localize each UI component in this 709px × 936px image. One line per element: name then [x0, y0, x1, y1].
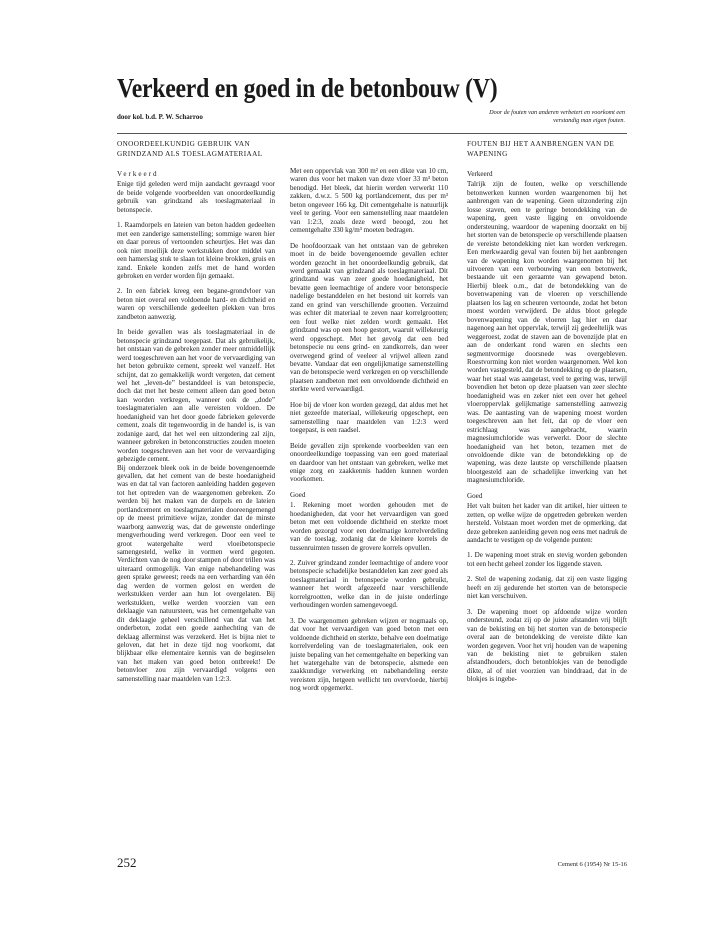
subheading-verkeerd: Verkeerd: [467, 170, 493, 178]
epigraph: Door de fouten van anderen verbetert en voorkomt een verstandig man eigen fouten.: [489, 109, 625, 124]
paragraph: In beide gevallen was als toeslagmateriaal in de betonspecie grindzand toegepast. Dat als gebruikelijk, het ontstaan van de gebreken zonder meer onmiddellijk werd toegeschreven aan het voor de vervaardiging van het beton gebruikte cement, spreekt wel vanzelf. Het schijnt, dat zo gemakkelijk wordt vergeten, dat cement wel het „leven-de” bestanddeel is van betonspecie, doch dat met het beste cement alleen dan goed beton kan worden verkregen, wanneer ook de „dode” toeslagmaterialen aan alle vereisten voldoen. De hoedanigheid van het door goede fabrieken geleverde cement, zoals dit tegenwoordig in de handel is, is van zodanige aard, dat het wel een uitzondering zal zijn, wanneer gebreken in betonconstructies zouden moeten worden toegeschreven aan het voor de vervaardiging gebezigde cement.: [117, 328, 275, 464]
paragraph: 2. In een fabriek kreeg een begane-grondvloer van beton niet overal een voldoende hard- en dichtheid en waren op verschillende gedeelten plekken van bros zandbeton aanwezig.: [117, 287, 275, 321]
paragraph: 2. Zuiver grindzand zonder leemachtige of andere voor betonspecie schadelijke bestanddelen kan zeer goed als toeslagmateriaal in betonspecie worden gebruikt, wanneer het wordt afgezeefd naar verschillende korrelgrootten, welke dan in de juiste onderlinge verhoudingen worden samengevoegd.: [290, 559, 448, 610]
column-2: [290, 167, 448, 840]
paragraph: 2. Stel de wapening zodanig, dat zij een vaste ligging heeft en zij gedurende het storten van de betonspecie niet kan verschuiven.: [467, 575, 627, 601]
paragraph: 3. De wapening moet op afdoende wijze worden ondersteund, zodat zij op de juiste afstanden vrij blijft van de bekisting en bij het storten van de betonspecie overal aan de betondekking de vereiste dikte kan worden gegeven. Voor het vrij houden van de wapening van de bekisting niet te gebruiken stalen afstandhouders, doch betonblokjes van de benodigde dikte, al of niet voorzien van binddraad, dat in de blokjes is ingebe-: [467, 607, 627, 684]
column-3: [467, 140, 627, 840]
article-title: Verkeerd en goed in de betonbouw (V): [117, 73, 498, 103]
paragraph: Bij onderzoek bleek ook in de beide bovengenoemde gevallen, dat het cement van de beste hoedanigheid was en dat tal van factoren aanleiding hadden gegeven tot het optreden van de waargenomen gebreken. Zo werden bij het maken van de dorpels en de lateien portlandcement en toeslagmaterialen dooreengemengd op de meest primitieve wijze, zonder dat de minste waarborg aanwezig was, dat de gewenste onderlinge mengverhouding werd verkregen. Door een veel te groot watergehalte werd vloeibetonspecie samengesteld, welke in vormen werd gegoten. Verdichten van de nog door stampen of door trillen was uiteraard onmogelijk. Van enige nabehandeling was geen sprake geweest; reeds na een verharding van één dag werden de vormen gelost en werden de werkstukken verder aan hun lot overgelaten. Bij werkstukken, welke werden voorzien van een deklaagje van natuursteen, was het cementgehalte van dit deklaagje geheel verschillend van dat van het onderbeton, zodat een goede aanhechting van de deklaag allerminst was verzekerd. Het is bijna niet te geloven, dat het in deze tijd nog voorkomt, dat blijkbaar elke elementaire kennis van de beginselen van het maken van goed beton ontbreekt! De betonvloer zou zijn vervaardigd volgens een samenstelling naar maatdelen van 1:2:3.: [117, 463, 275, 683]
subheading-verkeerd: Verkeerd: [117, 170, 159, 178]
author-line: door kol. b.d. P. W. Scharroo: [117, 113, 203, 121]
paragraph: Het valt buiten het kader van dit artikel, hier uitteen te zetten, op welke wijze de opgetreden gebreken werden hersteld. Volstaan moet worden met de opmerking, dat deze gebreken aanleiding geven nog eens met nadruk de aandacht te vestigen op de volgende punten:: [467, 502, 627, 545]
paragraph: Met een oppervlak van 300 m² en een dikte van 10 cm, waren dus voor het maken van deze vloer 33 m³ beton benodigd. Het bleek, dat hierin werden verwerkt 110 zakken, d.w.z. 5 500 kg portlandcement, dus per m³ beton ongeveer 166 kg. Dit cementgehalte is natuurlijk veel te gering. Voor een samenstelling naar maatdelen van 1:2:3, zoals deze werd beoogd, zou het cementgehalte 330 kg/m³ moeten bedragen.: [290, 167, 448, 235]
paragraph: 1. De wapening moet strak en stevig worden gebonden tot een hecht geheel zonder los liggende staven.: [467, 551, 627, 568]
paragraph: 1. Rekening moet worden gehouden met de hoedanigheden, dat voor het vervaardigen van goed beton met een voldoende dichtheid en sterkte moet worden gezorgd voor een doelmatige korrelverdeling van de toeslag, zodanig dat de kleinere korrels de tussenruimten tussen de grovere korrels opvullen.: [290, 501, 448, 552]
journal-reference: Cement 6 (1954) Nr 15-16: [557, 861, 627, 868]
page-number: 252: [117, 855, 137, 870]
subheading-goed: Goed: [290, 490, 306, 499]
section-heading-grindzand: ONOORDEELKUNDIG GEBRUIK VAN GRINDZAND ALS TOESLAGMATERIAAL: [117, 140, 263, 158]
section-heading-wapening: FOUTEN BIJ HET AANBRENGEN VAN DE WAPENING: [467, 140, 615, 158]
paragraph: Talrijk zijn de fouten, welke op verschillende betonwerken kunnen worden waargenomen bij het aanbrengen van de wapening. Geen uitzondering zijn losse staven, een te geringe betondekking van de wapening, geen vaste ligging en onvoldoende ondersteuning, waardoor de wapening doorzakt en bij het storten van de betonspecie op verschillende plaatsen de vereiste betondekking niet kan worden verkregen. Een merkwaardig geval van fouten bij het aanbrengen van de wapening kon worden waargenomen bij het uitvoeren van een verbouwing van een betonwerk, bestaande uit een geraamte van gewapend beton. Hierbij bleek o.m., dat de betondekking van de bovenwapening van de vloeren op verschillende plaatsen los lag en scheuren vertoonde, zodat het beton moest worden verwijderd. De aldus bloot gelegde bovenwapening van de vloeren lag hier en daar nagenoeg aan het oppervlak, terwijl zij gedeeltelijk was weggeroest, zodat de staven aan de bovenzijde plat en aan de onderkant rond waren en slechts een segmentvormige doorsnede was overgebleven. Roestvorming kon niet worden waargenomen. Wel kon worden vastgesteld, dat de betondekking op de plaatsen, waar het staal was aangetast, veel te gering was, terwijl bovendien het beton op deze plaatsen van zeer slechte hoedanigheid was en zeker niet een over het geheel vloeroppervlak gelijkmatige samenstelling aanwezig was. De aantasting van de wapening moest worden toegeschreven aan het feit, dat op de vloer een estrichlaag was aangebracht, waarin magnesiumchloride was verwerkt. Door de slechte hoedanigheid van het beton, tezamen met de onvoldoende dikte van de betondekking op de wapening, was deze lautste op verschillende plaatsen blootgesteld aan de schadelijke inwerking van het magnesiumchloride.: [467, 180, 627, 485]
subheading-goed: Goed: [467, 491, 483, 500]
paragraph: 1. Raamdorpels en lateien van beton hadden gedeelten met een zanderige samenstelling; sommige waren hier en daar poreus of vertoonden scheurtjes. Het was dan ook niet moeilijk deze werkstukken door middel van een hamerslag stuk te slaan tot kleine brokken, gruis en zand. Enkele konden zelfs met de hand worden gebroken en verder worden fijn gemaakt.: [117, 221, 275, 280]
header-divider: [117, 133, 627, 134]
paragraph: Hoe bij de vloer kon worden gezegd, dat aldus met het niet gezeefde materiaal, willekeurig opgeschept, een samenstelling naar maatdelen van 1:2:3 werd toegepast, is een raadsel.: [290, 400, 448, 435]
paragraph: Enige tijd geleden werd mijn aandacht gevraagd voor de beide volgende voorbeelden van onoordeelkundig gebruik van grindzand als toeslagmateriaal in betonspecie.: [117, 180, 275, 214]
paragraph: Beide gevallen zijn sprekende voorbeelden van een onoordeelkundige toepassing van een goed materiaal en daardoor van het ontstaan van gebreken, welke met enige zorg en zaakkennis hadden kunnen worden voorkomen.: [290, 441, 448, 484]
paragraph: 3. De waargenomen gebreken wijzen er nogmaals op, dat voor het vervaardigen van goed beton met een voldoende dichtheid en sterkte, behalve een doelmatige korrelverdeling van de toeslagmaterialen, ook een juiste bepaling van het cementgehalte en beperking van het watergehalte van de betonspecie, alsmede een zaakkundige verwerking en nabehandeling eerste vereisten zijn, hetgeen wellicht ten overvloede, hierbij nog wordt opgemerkt.: [290, 616, 448, 693]
column-1: [117, 140, 275, 840]
paragraph: De hoofdoorzaak van het ontstaan van de gebreken moet in de beide bovengenoemde gevallen echter worden gezocht in het onoordeelkundig gebruik, dat werd gemaakt van grindzand als toeslagmateriaal. Dit grindzand was van zeer goede hoedanigheid, het bevatte geen leemachtige of andere voor betonspecie nadelige bestanddelen en het bestond uit korrels van zand en grind van verschillende grootten. Verzuimd was echter dit materiaal te zeven naar korrelgrootten; een fout welke niet zelden wordt gemaakt. Het grindzand was op een hoop gestort, waaruit willekeurig werd opgeschept. Met het gevolg dat een bed betonspecie nu eens grind- en zandkorrels, dan weer overwegend grind of veeleer al vrijwel alleen zand bevatte. Vandaar dat een ongelijkmatige samenstelling van de betonspecie werd verkregen en op verschillende plaatsen zandbeton met een onvoldoende dichtheid en sterkte werd verwaardigd.: [290, 241, 448, 394]
